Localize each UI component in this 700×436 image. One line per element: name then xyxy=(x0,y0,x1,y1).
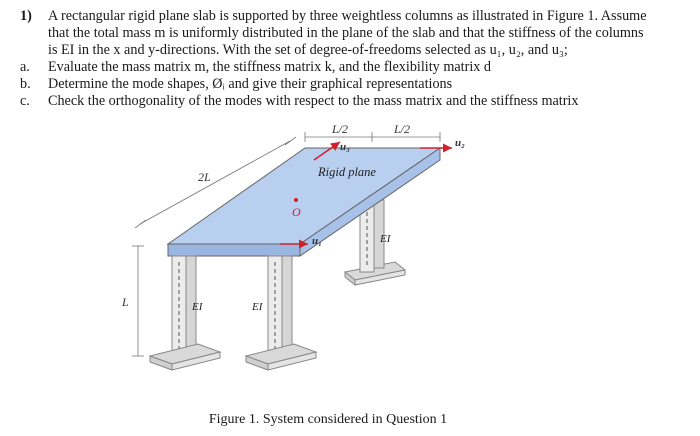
part-c-text: Check the orthogonality of the modes with respect to the mass matrix and the stiffness matrix xyxy=(48,93,579,109)
intro-line-2: that the total mass m is uniformly distributed in the plane of the slab and that the stiffness of the columns xyxy=(48,25,644,41)
intro-line-3: is EI in the x and y-directions. With the set of degree-of-freedoms selected as u₁, u₂, and u₃; xyxy=(48,42,568,58)
u2-label: u₂ xyxy=(455,137,465,149)
part-a-text: Evaluate the mass matrix m, the stiffness matrix k, and the flexibility matrix d xyxy=(48,59,491,75)
u1-label: u₁ xyxy=(312,235,322,247)
rigid-slab xyxy=(168,148,440,256)
part-a-label: a. xyxy=(20,59,30,75)
part-c-label: c. xyxy=(20,93,30,109)
column-front-left xyxy=(150,256,220,370)
column-front-middle xyxy=(246,256,316,370)
u3-label: u₃ xyxy=(340,141,350,153)
dim-2L-label: 2L xyxy=(198,170,211,184)
dim-L-label: L xyxy=(122,295,129,309)
dim-L2-left-label: L/2 xyxy=(332,122,349,136)
slab-label: Rigid plane xyxy=(318,165,376,179)
dim-L2-right-label: L/2 xyxy=(394,122,411,136)
part-b-label: b. xyxy=(20,76,31,92)
column-label-back: EI xyxy=(380,233,391,245)
question-number: 1) xyxy=(20,8,32,24)
origin-label: O xyxy=(292,205,301,219)
column-label-front-left: EI xyxy=(192,301,203,313)
figure-caption-text: Figure 1. System considered in Question 1 xyxy=(208,412,448,427)
intro-line-1: A rectangular rigid plane slab is supported by three weightless columns as illustrated in Figure 1. Assume xyxy=(48,8,647,24)
column-label-front-middle: EI xyxy=(252,301,263,313)
part-b-text: Determine the mode shapes, Øᵢ and give their graphical representations xyxy=(48,76,453,92)
origin-dot xyxy=(294,198,298,202)
figure-caption xyxy=(0,412,700,428)
